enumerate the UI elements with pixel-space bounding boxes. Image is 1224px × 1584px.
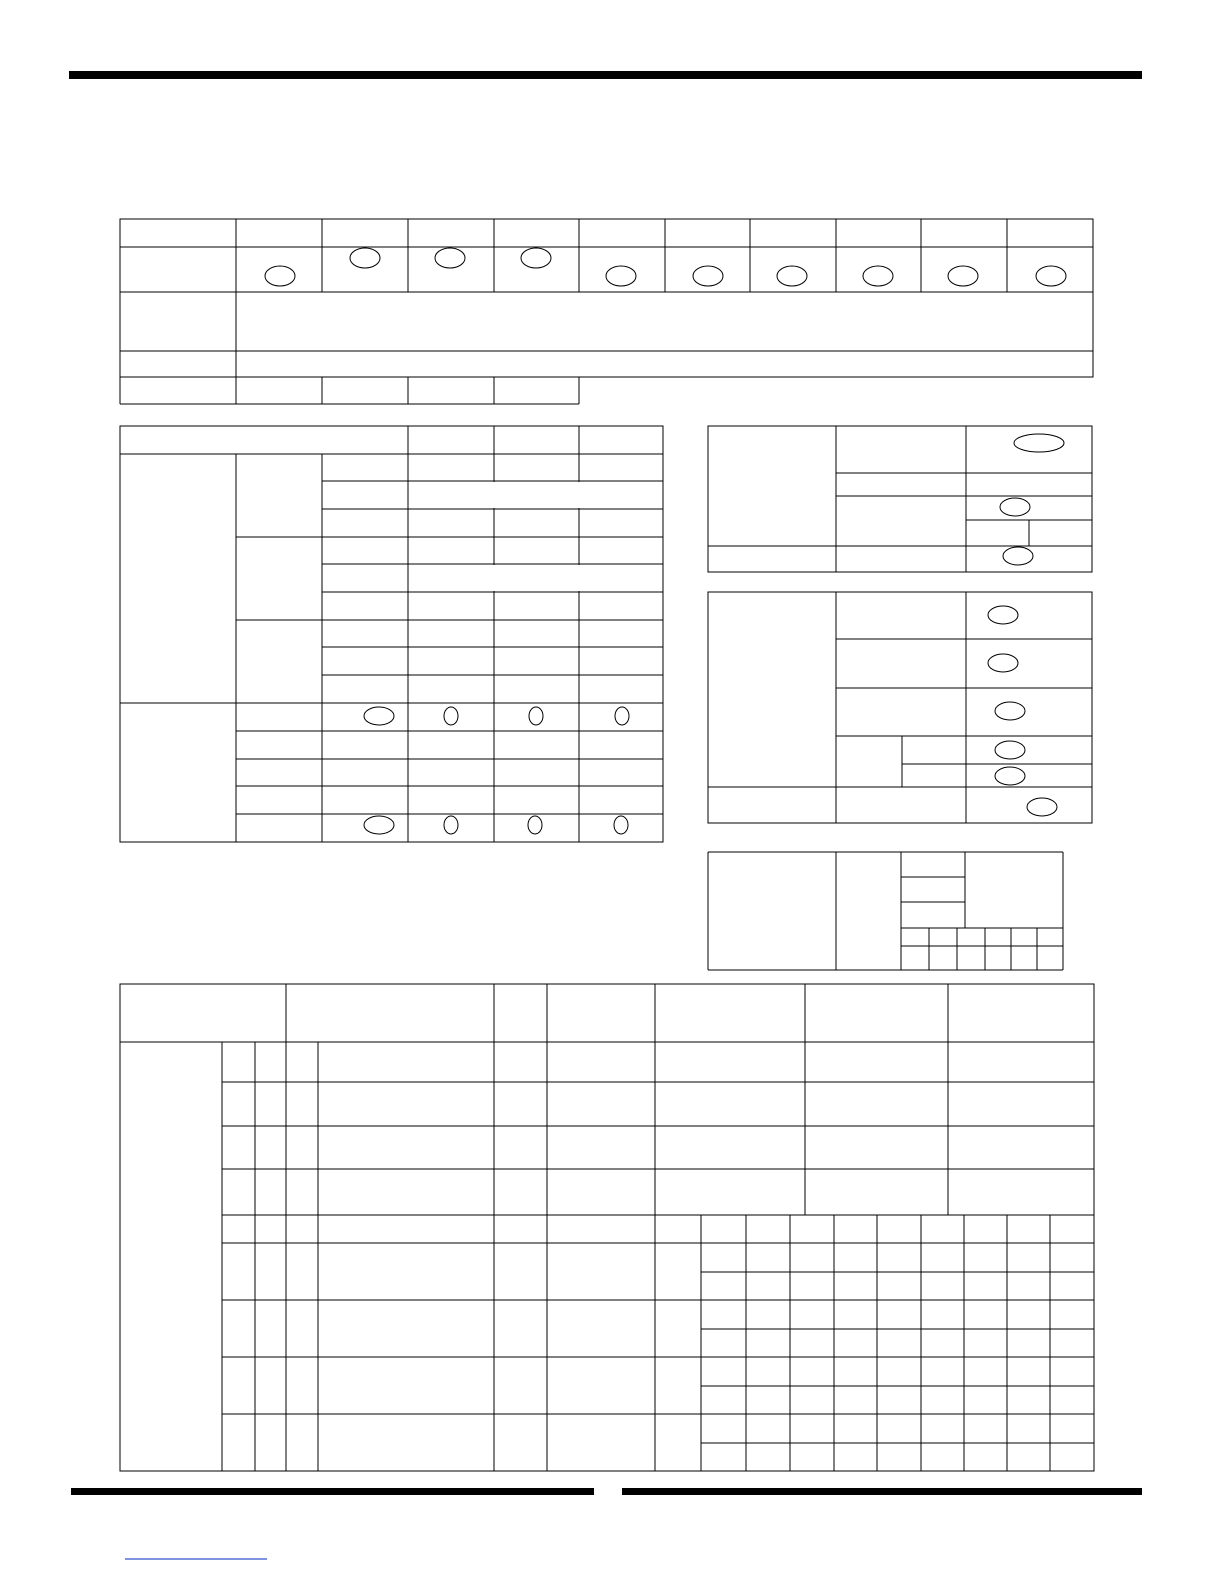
top-rating-table xyxy=(120,219,1093,404)
left-grid-ovals[interactable] xyxy=(364,707,629,834)
header-rule xyxy=(69,71,1142,79)
bottom-detail-table xyxy=(120,984,1094,1471)
footer-rule-right xyxy=(622,1488,1142,1495)
right-table-2-ovals[interactable] xyxy=(988,606,1057,816)
footer-rule-left xyxy=(71,1488,594,1495)
right-checkbox-table-2 xyxy=(708,592,1092,823)
right-small-table xyxy=(708,852,1063,970)
right-checkbox-table-1 xyxy=(708,426,1092,572)
